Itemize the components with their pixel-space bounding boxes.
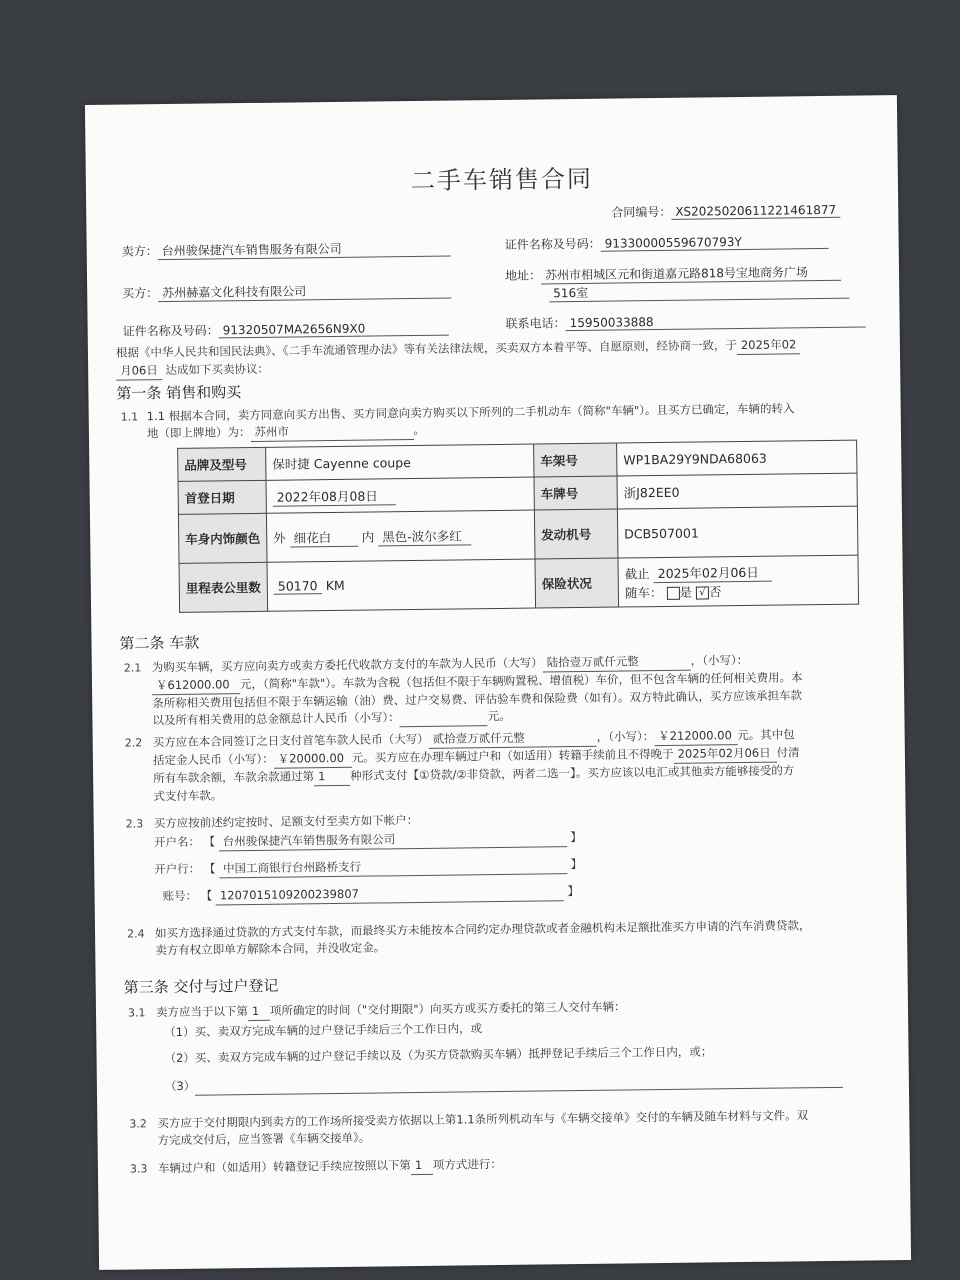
no-label: 否 <box>708 583 722 599</box>
mileage-unit: KM <box>325 577 345 594</box>
clause-3-1 <box>156 996 868 1023</box>
delivery-option-3-label: （3） <box>164 1078 196 1094</box>
clause-3-3-number: 3.3 <box>129 1162 148 1176</box>
account-name-label: 开户名： <box>153 834 201 850</box>
brand-label: 品牌及型号 <box>178 447 266 481</box>
seller-id-row <box>505 232 829 253</box>
payment-method: 1 <box>314 768 350 786</box>
clause-2-1-line1: 为购买车辆，买方应向卖方或卖方委托代收款方支付的车款为人民币（大写） <box>151 655 543 675</box>
clause-2-3-text: 买方应按前述约定按时、足额支付至卖方如下帐户： <box>153 812 419 831</box>
clause-2-4-line2: 卖方有权立即单方解除本合同，并没收定金。 <box>155 940 386 958</box>
interior-color: 黑色-波尔多红 <box>378 526 471 546</box>
clause-1-1-text: 1.1 根据本合同，卖方同意向买方出售、买方同意向卖方购买以下所列的二手机动车（简称"车辆"）。且买方已确定，车辆的转入 <box>146 401 795 424</box>
delivery-option: 1 <box>248 1003 270 1021</box>
bracket-left: 【 <box>200 888 213 903</box>
buyer-address-label: 地址： <box>504 268 542 283</box>
delivery-option-1: （1）买、卖双方完成车辆的过户登记手续后三个工作日内，或 <box>164 1021 483 1040</box>
plate-value: 浙J82EE0 <box>617 473 857 509</box>
delivery-option-2: （2）买、卖双方完成车辆的过户登记手续以及（为买方贷款购买车辆）抵押登记手续后三个工作日内，或； <box>164 1044 713 1066</box>
insurance-cell <box>618 555 859 607</box>
article1-heading: 第一条 销售和购买 <box>116 383 242 403</box>
article3-heading: 第三条 交付与过户登记 <box>123 976 279 997</box>
clause-2-1-line4b: 元。 <box>487 708 511 724</box>
total-amount-blank <box>400 708 488 727</box>
buyer-phone-value: 15950033888 <box>566 312 866 331</box>
clause-2-2-number: 2.2 <box>124 736 143 750</box>
clause-2-4-number: 2.4 <box>126 927 145 941</box>
bracket-right: 】 <box>567 884 580 899</box>
preamble-text-end: 达成如下买卖协议： <box>165 361 270 378</box>
preamble-date-part1: 2025年02 <box>737 336 801 355</box>
exterior-color: 细花白 <box>290 527 358 547</box>
balance-due-date: 2025年02月06日 <box>674 745 777 764</box>
color-label: 车身内饰颜色 <box>178 513 267 563</box>
seller-id-value: 91330000559670793Y <box>601 234 829 252</box>
vin-value: WP1BA29Y9NDA68063 <box>617 440 857 476</box>
seller-row <box>122 239 451 261</box>
account-number-row <box>162 883 579 906</box>
seller-name: 台州骏保捷汽车销售服务有限公司 <box>158 239 451 261</box>
price-lowercase: ￥612000.00 <box>152 676 240 695</box>
clause-3-2 <box>157 1106 869 1149</box>
clause-2-2-line2: 括定金人民币（小写）： <box>152 751 274 768</box>
clause-2-1 <box>152 651 863 731</box>
clause-2-1-line2: 元，（简称"车款"）。车款为含税（包括但不限于车辆购置税、增值税）车价，但不包含车辆的任何相关费用。本 <box>239 670 803 692</box>
seller-label: 卖方： <box>121 244 158 259</box>
clause-3-3-text: 车辆过户和（如适用）转籍登记手续应按照以下第 <box>157 1158 411 1176</box>
buyer-id-label: 证件名称及号码： <box>122 323 219 339</box>
vehicle-info-table <box>177 440 859 613</box>
plate-label: 车牌号 <box>534 476 617 510</box>
contract-number <box>611 201 840 221</box>
clause-1-1 <box>147 400 857 444</box>
checkbox-no: √ <box>696 586 709 599</box>
preamble-text: 根据《中华人民共和国民法典》、《二手车流通管理办法》等有关法律法规，买卖双方本着平等、自愿原则，经协商一致，于 <box>115 338 737 360</box>
bracket-left: 【 <box>203 834 216 849</box>
clause-2-2-line1: 买方应在本合同签订之日支付首笔车款人民币（大写） <box>152 731 429 750</box>
mileage-value: 50170 <box>274 578 322 595</box>
insurance-date: 2025年02月06日 <box>654 562 772 582</box>
with-car-label: 随车： <box>624 584 663 600</box>
table-row <box>178 506 858 563</box>
brand-value: 保时捷 Cayenne coupe <box>266 444 534 480</box>
buyer-phone-row <box>506 310 866 331</box>
reg-date-value: 2022年08月08日 <box>273 486 396 507</box>
buyer-id-value: 91320507MA2656N9X0 <box>219 321 449 339</box>
yes-label: 是 <box>679 584 693 600</box>
clause-3-3 <box>158 1156 502 1178</box>
clause-2-1-line4: 以及所有相关费用的总金额总计人民币（小写）： <box>152 710 400 728</box>
clause-3-1-text2: 项所确定的时间（"交付期限"）向买方或买方委托的第三人交付车辆： <box>269 999 626 1018</box>
clause-1-1-text2: 地（即上牌地）为： <box>146 425 251 441</box>
exterior-prefix: 外 <box>273 530 286 546</box>
reg-date-label: 首登日期 <box>178 480 266 514</box>
clause-2-2-line1b: ，（小写）： <box>596 729 655 744</box>
transfer-place: 苏州市 <box>250 422 413 442</box>
account-name-value: 台州骏保捷汽车销售服务有限公司 <box>219 829 567 851</box>
clause-2-3-number: 2.3 <box>125 817 144 831</box>
clause-1-1-number: 1.1 <box>120 410 139 424</box>
contract-number-value: XS2025020611221461877 <box>671 203 840 220</box>
vin-label: 车架号 <box>534 443 617 477</box>
first-payment-lowercase: ￥212000.00 <box>654 727 737 746</box>
buyer-name: 苏州赫嘉文化科技有限公司 <box>158 281 451 303</box>
account-number-label: 账号： <box>162 888 198 904</box>
clause-2-2 <box>153 726 866 806</box>
mileage-label: 里程表公里数 <box>179 562 268 612</box>
clause-3-2-line1: 买方应于交付期限内到卖方的工作场所接受卖方依据以上第1.1条所列机动车与《车辆交接单》交付的车辆及随车材料与文件。双 <box>157 1108 809 1131</box>
contract-number-label: 合同编号： <box>611 204 672 220</box>
clause-2-2-line1c: 元。其中包 <box>737 727 795 743</box>
clause-3-2-line2: 方完成交付后，应当签署《车辆交接单》。 <box>157 1130 371 1148</box>
buyer-id-row <box>123 319 449 340</box>
engine-value: DCB507001 <box>617 506 858 558</box>
contract-paper <box>85 95 911 1270</box>
clause-2-1-number: 2.1 <box>123 661 142 675</box>
clause-2-2-line4: 式支付车款。 <box>153 788 223 804</box>
buyer-address-line2: 516室 <box>549 281 849 303</box>
engine-label: 发动机号 <box>534 509 618 559</box>
seller-id-label: 证件名称及号码： <box>504 236 601 252</box>
clause-2-4-line1: 如买方选择通过贷款的方式支付车款，而最终买方未能按本合同约定办理贷款或者金融机构未足额批准买方申请的汽车消费贷款， <box>154 918 811 941</box>
article2-heading: 第二条 车款 <box>119 633 200 653</box>
price-uppercase: 陆拾壹万贰仟元整 <box>543 653 691 673</box>
bracket-right: 】 <box>570 856 583 872</box>
clause-2-1-line3: 条所称相关费用包括但不限于车辆运输（油）费、过户交易费、评估验车费和保险费（如有）。双方特此确认，买方应该承担车款 <box>152 688 803 711</box>
buyer-address-line2-row <box>549 281 849 303</box>
color-cell <box>266 510 535 562</box>
insurance-prefix: 截止 <box>624 565 650 581</box>
buyer-row <box>122 281 451 303</box>
clause-3-1-number: 3.1 <box>127 1006 146 1020</box>
account-number-value: 1207015109200239807 <box>216 883 564 905</box>
buyer-address-line1: 苏州市相城区元和街道嘉元路818号宝地商务广场 <box>541 263 841 285</box>
clause-3-2-number: 3.2 <box>129 1117 147 1131</box>
clause-2-4 <box>155 917 867 960</box>
bank-row <box>154 856 582 879</box>
preamble <box>116 336 856 381</box>
bracket-left: 【 <box>203 861 216 876</box>
buyer-phone-label: 联系电话： <box>505 316 566 331</box>
preamble-date-part2: 月06日 <box>116 362 162 381</box>
mileage-cell <box>267 559 536 611</box>
clause-2-2-line3: 所有车款余额，车款余款通过第 <box>153 769 315 786</box>
deposit-amount: ￥20000.00 <box>274 750 352 769</box>
clause-3-1-text: 卖方应当于以下第 <box>155 1004 249 1020</box>
clause-1-1-period: 。 <box>413 422 425 438</box>
first-payment-uppercase: 贰拾壹万贰仟元整 <box>429 729 597 749</box>
account-name-row <box>154 829 582 852</box>
reg-date-cell <box>266 477 534 513</box>
delivery-option-3-blank <box>195 1070 843 1096</box>
checkbox-yes <box>666 586 679 599</box>
buyer-label: 买方： <box>122 286 159 301</box>
transfer-option: 1 <box>411 1157 433 1175</box>
clause-2-2-line3b: 种形式支付【①贷款/②非贷款，两者二选一】。买方应该以电汇或其他卖方能够接受的方 <box>350 763 795 783</box>
interior-prefix: 内 <box>361 529 375 545</box>
bank-value: 中国工商银行台州路桥支行 <box>219 856 567 878</box>
clause-3-3-text2: 项方式进行： <box>432 1156 502 1172</box>
clause-2-1-line1b: ，（小写）： <box>690 652 749 668</box>
insurance-label: 保险状况 <box>535 558 619 608</box>
clause-2-2-line2c: 付清 <box>776 745 800 760</box>
bank-label: 开户行： <box>154 861 201 877</box>
document-title: 二手车销售合同 <box>410 164 594 196</box>
bracket-right: 】 <box>570 829 582 845</box>
clause-2-2-line2b: 元。买方应在办理车辆过户和（如适用）转籍手续前且不得晚于 <box>351 746 674 765</box>
table-row <box>179 555 859 612</box>
delivery-option-3 <box>165 1070 843 1096</box>
